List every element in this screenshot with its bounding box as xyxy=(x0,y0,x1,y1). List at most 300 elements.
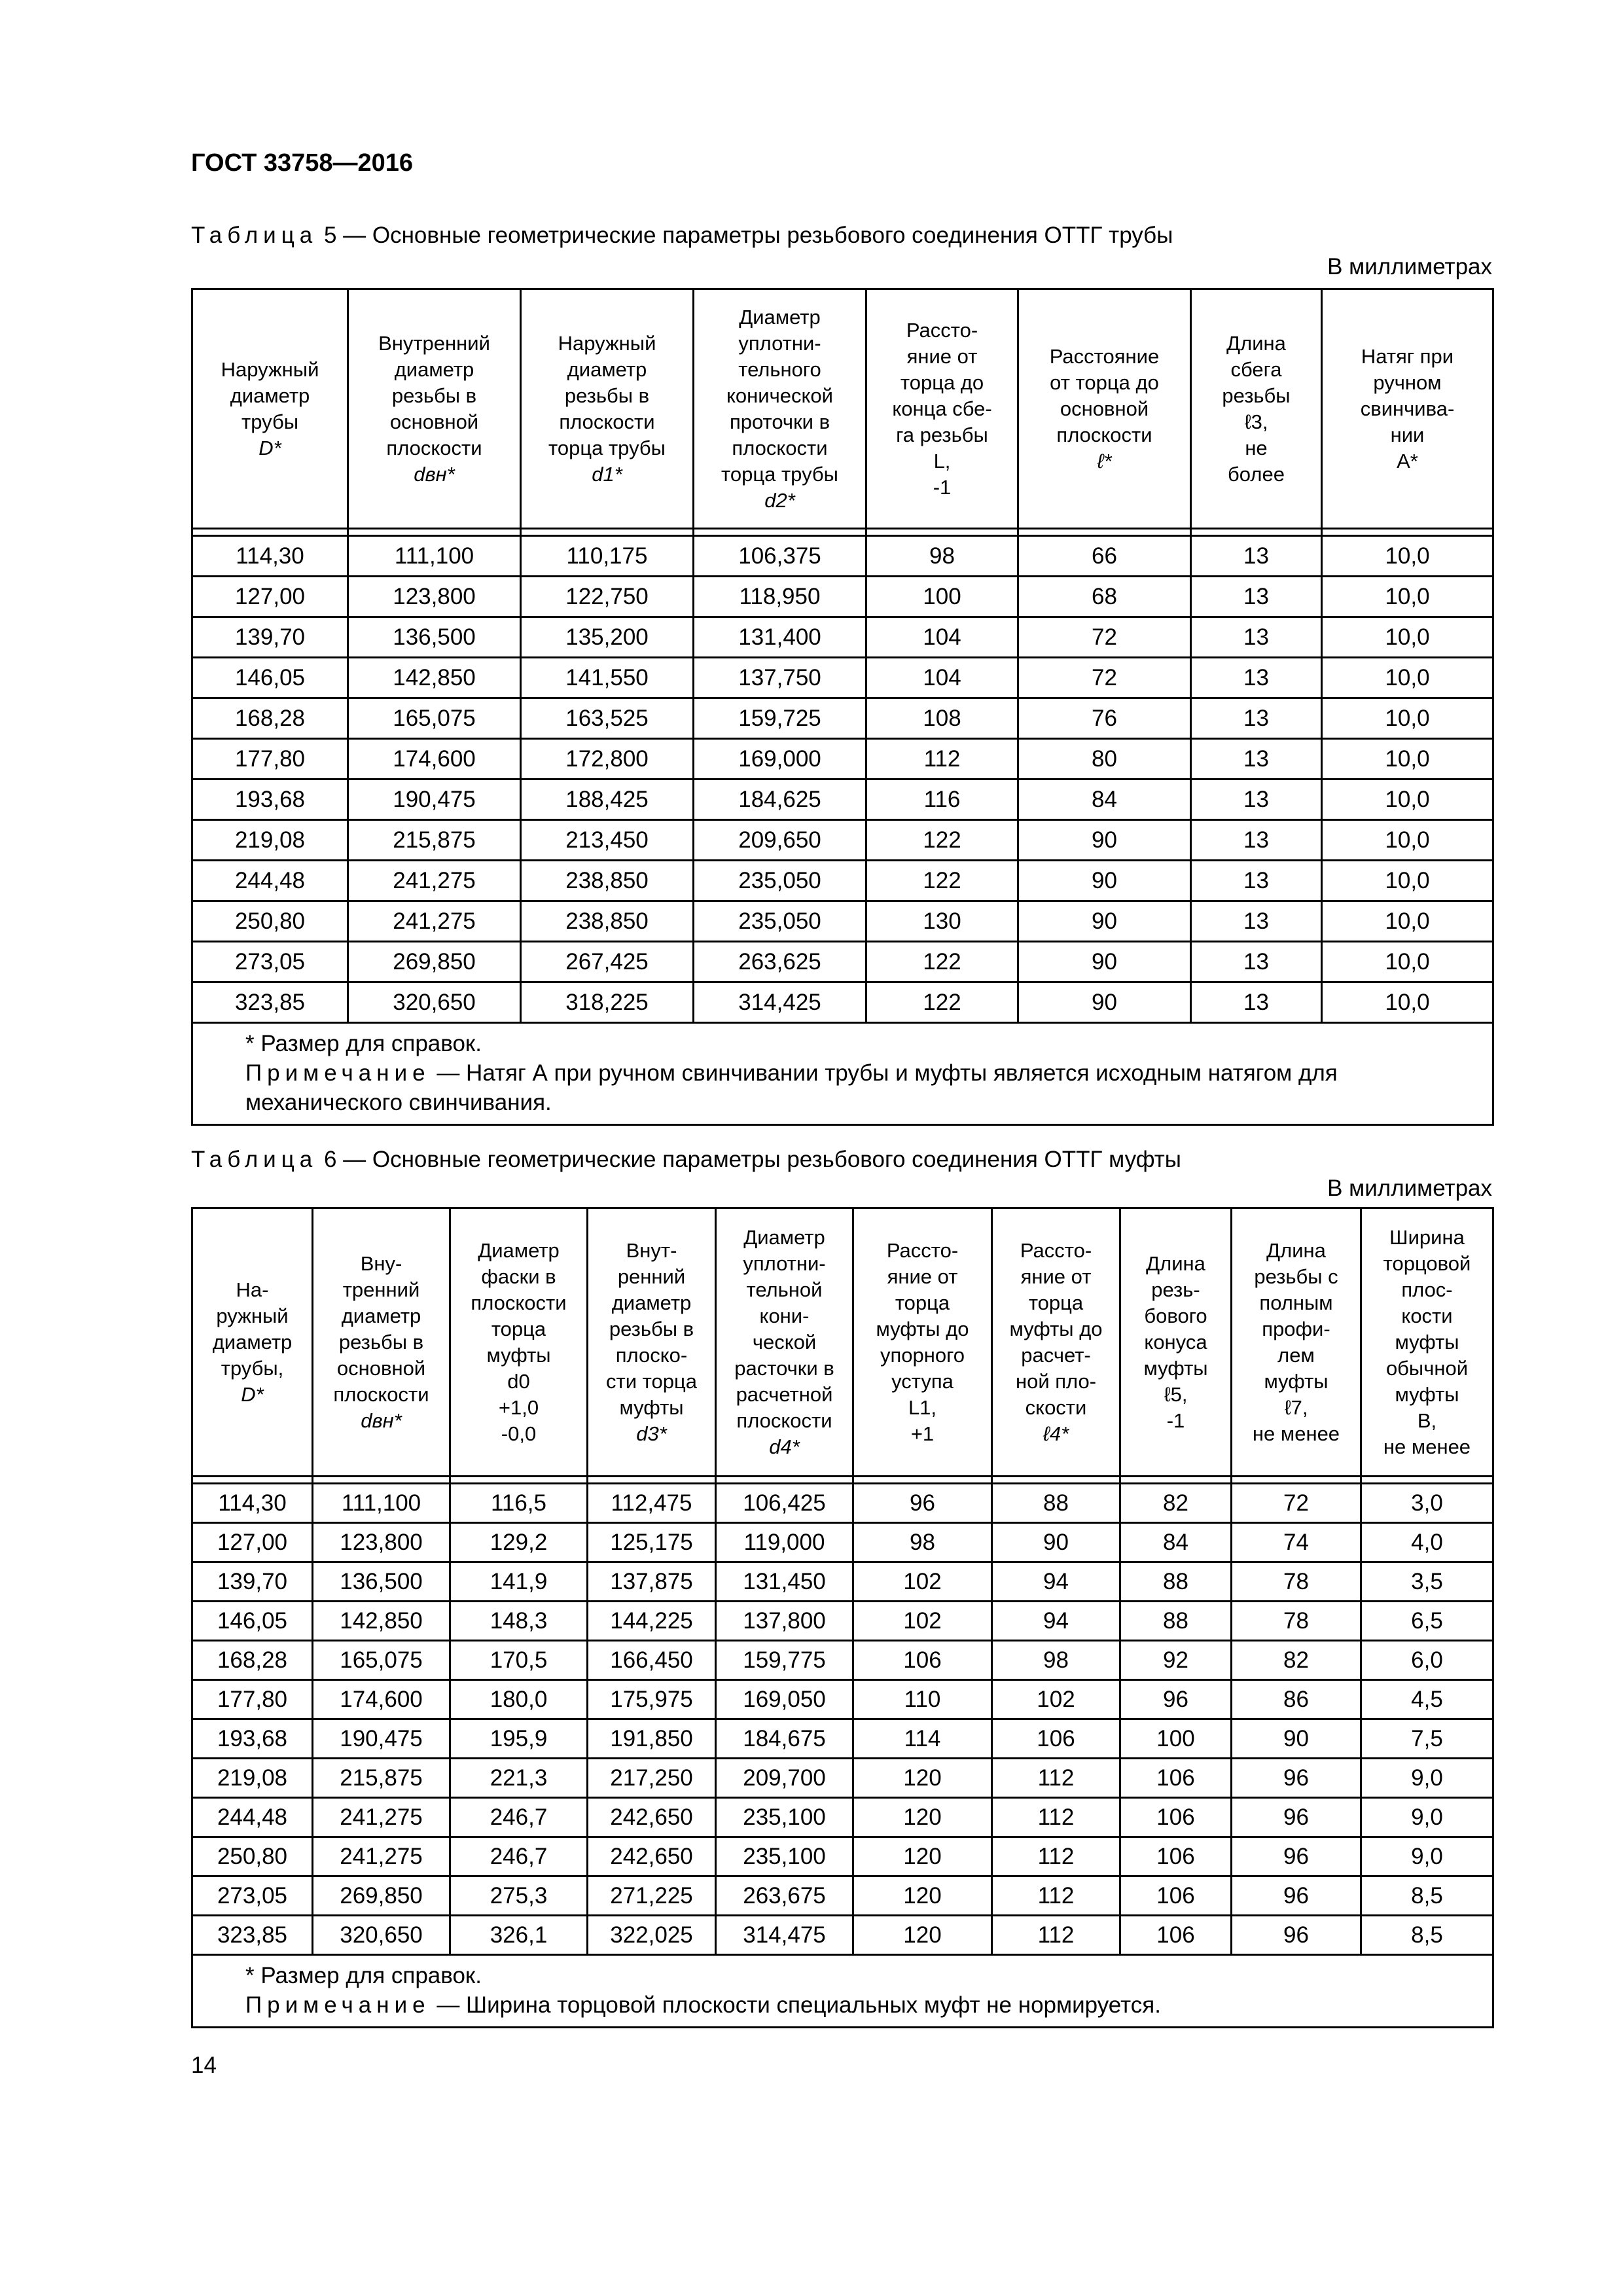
table-cell: 139,70 xyxy=(192,1562,313,1602)
table-cell: 215,875 xyxy=(313,1759,450,1798)
table-cell: 221,3 xyxy=(450,1759,588,1798)
table-cell: 13 xyxy=(1191,982,1322,1023)
table5-header-col-7 xyxy=(1191,289,1322,529)
table-cell: 122 xyxy=(866,942,1018,982)
table-cell: 326,1 xyxy=(450,1916,588,1955)
header-line: ℓ3, xyxy=(1244,410,1268,433)
table-cell: 112 xyxy=(992,1759,1120,1798)
header-line: не менее xyxy=(1252,1422,1340,1445)
header-line: муфты xyxy=(1395,1382,1459,1406)
header-line: яние от xyxy=(906,344,978,368)
table-cell: 10,0 xyxy=(1322,698,1493,739)
table-cell: 235,050 xyxy=(694,901,866,942)
table-cell: 146,05 xyxy=(192,1602,313,1641)
table-cell: 177,80 xyxy=(192,739,348,780)
header-line: ручном xyxy=(1373,370,1442,394)
header-line: кости xyxy=(1401,1304,1453,1327)
table6-header-separator xyxy=(192,1477,1493,1484)
header-line: А* xyxy=(1397,449,1418,473)
header-line: нии xyxy=(1390,423,1425,446)
table-cell: 102 xyxy=(853,1562,992,1602)
table-cell: 131,450 xyxy=(716,1562,853,1602)
header-line: ческой xyxy=(752,1330,817,1354)
table-cell: 242,650 xyxy=(588,1798,716,1837)
table-cell: 190,475 xyxy=(313,1719,450,1759)
header-line: -0,0 xyxy=(501,1422,537,1445)
table-row xyxy=(192,982,1493,1023)
table-cell: 88 xyxy=(1120,1602,1232,1641)
table6-header-col-3 xyxy=(450,1208,588,1477)
table-cell: 209,700 xyxy=(716,1759,853,1798)
table5-header-col-8 xyxy=(1322,289,1493,529)
table-row xyxy=(192,739,1493,780)
table-cell: 177,80 xyxy=(192,1680,313,1719)
table-row xyxy=(192,617,1493,658)
header-line: резьбы в xyxy=(564,384,650,407)
table-cell: 111,100 xyxy=(348,536,521,577)
header-line: сбега xyxy=(1230,357,1282,381)
table-cell: 127,00 xyxy=(192,577,348,617)
table-cell: 10,0 xyxy=(1322,739,1493,780)
table-cell: 193,68 xyxy=(192,1719,313,1759)
header-line: торца трубы xyxy=(721,462,838,486)
table-cell: 88 xyxy=(1120,1562,1232,1602)
table5-header-col-1 xyxy=(192,289,348,529)
table-cell: 9,0 xyxy=(1361,1759,1493,1798)
table-cell: 193,68 xyxy=(192,780,348,820)
table-cell: 168,28 xyxy=(192,698,348,739)
table-cell: 106 xyxy=(1120,1759,1232,1798)
table-cell: 122,750 xyxy=(521,577,694,617)
table-cell: 323,85 xyxy=(192,982,348,1023)
header-line: На- xyxy=(236,1278,269,1301)
table-cell: 323,85 xyxy=(192,1916,313,1955)
table-cell: 82 xyxy=(1232,1641,1361,1680)
table-cell: 116,5 xyxy=(450,1484,588,1523)
table-cell: 120 xyxy=(853,1759,992,1798)
table-cell: 120 xyxy=(853,1876,992,1916)
table-cell: 6,5 xyxy=(1361,1602,1493,1641)
table-cell: 10,0 xyxy=(1322,982,1493,1023)
header-line: Вну- xyxy=(360,1251,402,1275)
table-cell: 90 xyxy=(992,1523,1120,1562)
table-cell: 244,48 xyxy=(192,1798,313,1837)
header-line: торцовой xyxy=(1383,1251,1471,1275)
header-line: плоскости xyxy=(471,1291,567,1314)
table-cell: 104 xyxy=(866,617,1018,658)
table-cell: 137,800 xyxy=(716,1602,853,1641)
header-line: ℓ4* xyxy=(1043,1422,1069,1445)
table-cell: 168,28 xyxy=(192,1641,313,1680)
table-row xyxy=(192,1916,1493,1955)
header-line: муфты xyxy=(1143,1356,1208,1380)
table-cell: 94 xyxy=(992,1602,1120,1641)
table-cell: 242,650 xyxy=(588,1837,716,1876)
table-cell: 104 xyxy=(866,658,1018,698)
table-cell: 13 xyxy=(1191,739,1322,780)
header-line: резьбы в xyxy=(609,1317,694,1340)
header-line: плоско- xyxy=(615,1343,688,1367)
header-line: ℓ* xyxy=(1097,449,1112,473)
table-row xyxy=(192,1484,1493,1523)
header-line: Наружный xyxy=(558,331,656,355)
header-line: dвн* xyxy=(414,462,455,486)
table-row xyxy=(192,1798,1493,1837)
table5-notes-row xyxy=(192,1023,1493,1125)
header-line: расчетной xyxy=(736,1382,833,1406)
table-cell: 120 xyxy=(853,1916,992,1955)
table-cell: 112 xyxy=(992,1798,1120,1837)
header-line: трубы xyxy=(241,410,298,433)
table-cell: 314,425 xyxy=(694,982,866,1023)
table-cell: 170,5 xyxy=(450,1641,588,1680)
header-line: плоскости xyxy=(559,410,655,433)
header-line: d0 xyxy=(507,1369,530,1393)
table5-units: В миллиметрах xyxy=(1327,254,1492,279)
table-row xyxy=(192,698,1493,739)
header-line: D* xyxy=(259,436,281,459)
table-cell: 165,075 xyxy=(348,698,521,739)
header-line: B, xyxy=(1417,1408,1437,1432)
header-line: L1, xyxy=(908,1395,937,1419)
table-cell: 163,525 xyxy=(521,698,694,739)
table-cell: 169,000 xyxy=(694,739,866,780)
header-line: диаметр xyxy=(611,1291,692,1314)
table-row xyxy=(192,901,1493,942)
table6 xyxy=(191,1207,1494,2028)
header-line: основной xyxy=(1060,397,1149,420)
table5-body xyxy=(192,536,1493,1023)
table-cell: 273,05 xyxy=(192,942,348,982)
header-line: бового xyxy=(1144,1304,1207,1327)
table-cell: 78 xyxy=(1232,1562,1361,1602)
header-line: резь- xyxy=(1151,1278,1200,1301)
header-line: проточки в xyxy=(729,410,830,433)
table-cell: 13 xyxy=(1191,536,1322,577)
table-cell: 90 xyxy=(1018,982,1191,1023)
table-cell: 94 xyxy=(992,1562,1120,1602)
table-row xyxy=(192,1759,1493,1798)
table-cell: 235,100 xyxy=(716,1798,853,1837)
header-line: конической xyxy=(726,384,833,407)
header-line: d3* xyxy=(636,1422,667,1445)
table6-notes-row xyxy=(192,1955,1493,2028)
table-cell: 188,425 xyxy=(521,780,694,820)
table-cell: 241,275 xyxy=(348,901,521,942)
table-cell: 72 xyxy=(1018,617,1191,658)
header-line: Натяг при xyxy=(1361,344,1454,368)
table-row xyxy=(192,658,1493,698)
table-cell: 9,0 xyxy=(1361,1837,1493,1876)
header-line: тельной xyxy=(746,1278,823,1301)
header-line: торца до xyxy=(900,370,984,394)
table6-body xyxy=(192,1484,1493,1955)
table-row xyxy=(192,577,1493,617)
table5-note-text: — Натяг А при ручном свинчивании трубы и муфты является исходным натягом для механического свинчивания. xyxy=(245,1060,1338,1115)
table-cell: 136,500 xyxy=(313,1562,450,1602)
table-cell: 209,650 xyxy=(694,820,866,861)
table-cell: 215,875 xyxy=(348,820,521,861)
table-cell: 195,9 xyxy=(450,1719,588,1759)
table6-note-text: — Ширина торцовой плоскости специальных муфт не нормируется. xyxy=(430,1992,1161,2018)
header-line: тельного xyxy=(738,357,821,381)
table-cell: 141,9 xyxy=(450,1562,588,1602)
header-line: Рассто- xyxy=(886,1238,959,1262)
table-cell: 137,750 xyxy=(694,658,866,698)
table-cell: 90 xyxy=(1018,861,1191,901)
table-cell: 112 xyxy=(992,1837,1120,1876)
header-line: Рассто- xyxy=(1020,1238,1092,1262)
table-cell: 120 xyxy=(853,1798,992,1837)
header-line: Наружный xyxy=(221,357,319,381)
table-cell: 267,425 xyxy=(521,942,694,982)
table-cell: 96 xyxy=(1232,1876,1361,1916)
table-cell: 92 xyxy=(1120,1641,1232,1680)
header-line: основной xyxy=(336,1356,426,1380)
table-cell: 84 xyxy=(1018,780,1191,820)
table-cell: 10,0 xyxy=(1322,780,1493,820)
header-line: d4* xyxy=(769,1435,800,1458)
table-cell: 263,675 xyxy=(716,1876,853,1916)
header-line: L, xyxy=(933,449,951,473)
header-line: уступа xyxy=(891,1369,954,1393)
header-line: расчет- xyxy=(1021,1343,1091,1367)
table-cell: 106,425 xyxy=(716,1484,853,1523)
table-cell: 10,0 xyxy=(1322,901,1493,942)
header-line: конца сбе- xyxy=(892,397,992,420)
table-cell: 88 xyxy=(992,1484,1120,1523)
table-row xyxy=(192,1680,1493,1719)
table-row xyxy=(192,780,1493,820)
table-cell: 122 xyxy=(866,861,1018,901)
table-cell: 96 xyxy=(1120,1680,1232,1719)
header-line: муфты xyxy=(486,1343,551,1367)
header-line: d2* xyxy=(764,488,795,512)
table6-header-col-4 xyxy=(588,1208,716,1477)
table6-note xyxy=(209,1990,1476,2020)
table-cell: 131,400 xyxy=(694,617,866,658)
table6-header-row xyxy=(192,1208,1493,1477)
table-cell: 72 xyxy=(1232,1484,1361,1523)
header-line: D* xyxy=(241,1382,264,1406)
table-cell: 8,5 xyxy=(1361,1916,1493,1955)
header-line: -1 xyxy=(933,475,952,499)
header-line: ной пло- xyxy=(1015,1369,1097,1393)
table-cell: 106 xyxy=(1120,1876,1232,1916)
header-line: резьбы с xyxy=(1254,1265,1338,1288)
header-line: профи- xyxy=(1262,1317,1330,1340)
table-cell: 166,450 xyxy=(588,1641,716,1680)
table-cell: 144,225 xyxy=(588,1602,716,1641)
table6-units: В миллиметрах xyxy=(1327,1175,1492,1201)
table-cell: 273,05 xyxy=(192,1876,313,1916)
table5-note-label: Примечание xyxy=(245,1060,431,1086)
header-line: яние от xyxy=(887,1265,958,1288)
table6-footnote: * Размер для справок. xyxy=(245,1963,482,1988)
table-row xyxy=(192,1876,1493,1916)
header-line: диаметр xyxy=(212,1330,293,1354)
table-cell: 96 xyxy=(853,1484,992,1523)
table-cell: 68 xyxy=(1018,577,1191,617)
table-cell: 13 xyxy=(1191,577,1322,617)
header-line: ружный xyxy=(216,1304,289,1327)
header-line: основной xyxy=(389,410,479,433)
table-cell: 159,775 xyxy=(716,1641,853,1680)
header-line: резьбы в xyxy=(338,1330,424,1354)
table-cell: 127,00 xyxy=(192,1523,313,1562)
table-cell: 74 xyxy=(1232,1523,1361,1562)
header-line: Диаметр xyxy=(478,1238,560,1262)
header-line: плоскости xyxy=(736,1408,832,1432)
table-cell: 13 xyxy=(1191,820,1322,861)
table-cell: 135,200 xyxy=(521,617,694,658)
header-line: конуса xyxy=(1144,1330,1207,1354)
table6-header-col-9 xyxy=(1232,1208,1361,1477)
table5-note xyxy=(209,1058,1476,1117)
table-cell: 219,08 xyxy=(192,1759,313,1798)
table-cell: 10,0 xyxy=(1322,617,1493,658)
table-cell: 238,850 xyxy=(521,901,694,942)
header-line: торца трубы xyxy=(548,436,666,459)
header-line: муфты xyxy=(619,1395,684,1419)
header-line: торца xyxy=(895,1291,950,1314)
header-line: плос- xyxy=(1401,1278,1453,1301)
table6-note-label: Примечание xyxy=(245,1992,431,2018)
table-row xyxy=(192,536,1493,577)
table-cell: 106 xyxy=(1120,1916,1232,1955)
table-cell: 90 xyxy=(1018,942,1191,982)
table-cell: 191,850 xyxy=(588,1719,716,1759)
header-line: уплотни- xyxy=(738,331,821,355)
table-cell: 82 xyxy=(1120,1484,1232,1523)
header-line: фаски в xyxy=(481,1265,556,1288)
header-line: ℓ7, xyxy=(1284,1395,1308,1419)
table-cell: 122 xyxy=(866,982,1018,1023)
table-row xyxy=(192,1602,1493,1641)
table-cell: 125,175 xyxy=(588,1523,716,1562)
header-line: муфты до xyxy=(876,1317,969,1340)
header-line: га резьбы xyxy=(896,423,988,446)
table-cell: 271,225 xyxy=(588,1876,716,1916)
table-cell: 10,0 xyxy=(1322,942,1493,982)
table-cell: 114,30 xyxy=(192,1484,313,1523)
table-cell: 169,050 xyxy=(716,1680,853,1719)
table-cell: 76 xyxy=(1018,698,1191,739)
header-line: d1* xyxy=(592,462,622,486)
table5-caption-prefix: Таблица xyxy=(191,223,318,248)
table-cell: 174,600 xyxy=(348,739,521,780)
table-row xyxy=(192,1523,1493,1562)
table-cell: 269,850 xyxy=(348,942,521,982)
table-cell: 13 xyxy=(1191,658,1322,698)
header-line: диаметр xyxy=(394,357,474,381)
header-line: расточки в xyxy=(734,1356,834,1380)
table-cell: 174,600 xyxy=(313,1680,450,1719)
table-cell: 250,80 xyxy=(192,901,348,942)
table-row xyxy=(192,1837,1493,1876)
table6-header-col-10 xyxy=(1361,1208,1493,1477)
table-cell: 6,0 xyxy=(1361,1641,1493,1680)
table5-header-separator xyxy=(192,529,1493,536)
table-cell: 263,625 xyxy=(694,942,866,982)
header-line: кони- xyxy=(759,1304,810,1327)
table-cell: 235,050 xyxy=(694,861,866,901)
table6-header-col-7 xyxy=(992,1208,1120,1477)
table5-notes xyxy=(192,1023,1493,1125)
table-cell: 148,3 xyxy=(450,1602,588,1641)
table-cell: 165,075 xyxy=(313,1641,450,1680)
header-line: более xyxy=(1228,462,1285,486)
table-cell: 112,475 xyxy=(588,1484,716,1523)
table-cell: 159,725 xyxy=(694,698,866,739)
table-cell: 96 xyxy=(1232,1759,1361,1798)
header-line: от торца до xyxy=(1050,370,1159,394)
table-cell: 10,0 xyxy=(1322,536,1493,577)
table-cell: 96 xyxy=(1232,1916,1361,1955)
header-line: плоскости xyxy=(1056,423,1152,446)
header-line: упорного xyxy=(880,1343,965,1367)
table-cell: 66 xyxy=(1018,536,1191,577)
header-line: трубы, xyxy=(221,1356,284,1380)
table5-footnote: * Размер для справок. xyxy=(245,1031,482,1056)
table-cell: 7,5 xyxy=(1361,1719,1493,1759)
header-line: Рассто- xyxy=(906,318,978,342)
header-line: диаметр xyxy=(230,384,310,407)
header-line: уплотни- xyxy=(743,1251,826,1275)
table-cell: 4,5 xyxy=(1361,1680,1493,1719)
table-cell: 106,375 xyxy=(694,536,866,577)
table-cell: 90 xyxy=(1018,901,1191,942)
table5-header-col-5 xyxy=(866,289,1018,529)
header-line: ℓ5, xyxy=(1164,1382,1188,1406)
table-cell: 320,650 xyxy=(348,982,521,1023)
table-cell: 90 xyxy=(1018,820,1191,861)
table-cell: 246,7 xyxy=(450,1798,588,1837)
table-cell: 123,800 xyxy=(348,577,521,617)
table5-header-row xyxy=(192,289,1493,529)
table-cell: 184,675 xyxy=(716,1719,853,1759)
table-cell: 122 xyxy=(866,820,1018,861)
table-cell: 13 xyxy=(1191,780,1322,820)
table6-caption-prefix: Таблица xyxy=(191,1147,318,1172)
table-cell: 13 xyxy=(1191,698,1322,739)
table-cell: 80 xyxy=(1018,739,1191,780)
header-line: полным xyxy=(1259,1291,1333,1314)
table-cell: 114 xyxy=(853,1719,992,1759)
table-cell: 217,250 xyxy=(588,1759,716,1798)
table-cell: 112 xyxy=(866,739,1018,780)
table-cell: 269,850 xyxy=(313,1876,450,1916)
header-line: торца xyxy=(1028,1291,1084,1314)
header-line: свинчива- xyxy=(1360,397,1455,420)
header-line: -1 xyxy=(1166,1408,1185,1432)
table-cell: 98 xyxy=(853,1523,992,1562)
table-cell: 235,100 xyxy=(716,1837,853,1876)
header-line: торца xyxy=(491,1317,546,1340)
header-line: плоскости xyxy=(732,436,828,459)
table-cell: 120 xyxy=(853,1837,992,1876)
header-line: муфты до xyxy=(1009,1317,1103,1340)
table-cell: 241,275 xyxy=(313,1798,450,1837)
table-cell: 4,0 xyxy=(1361,1523,1493,1562)
header-line: не xyxy=(1245,436,1268,459)
table-cell: 180,0 xyxy=(450,1680,588,1719)
header-line: муфты xyxy=(1264,1369,1329,1393)
table-cell: 110,175 xyxy=(521,536,694,577)
header-line: Внут- xyxy=(626,1238,677,1262)
header-line: плоскости xyxy=(386,436,482,459)
header-line: Внутренний xyxy=(378,331,490,355)
